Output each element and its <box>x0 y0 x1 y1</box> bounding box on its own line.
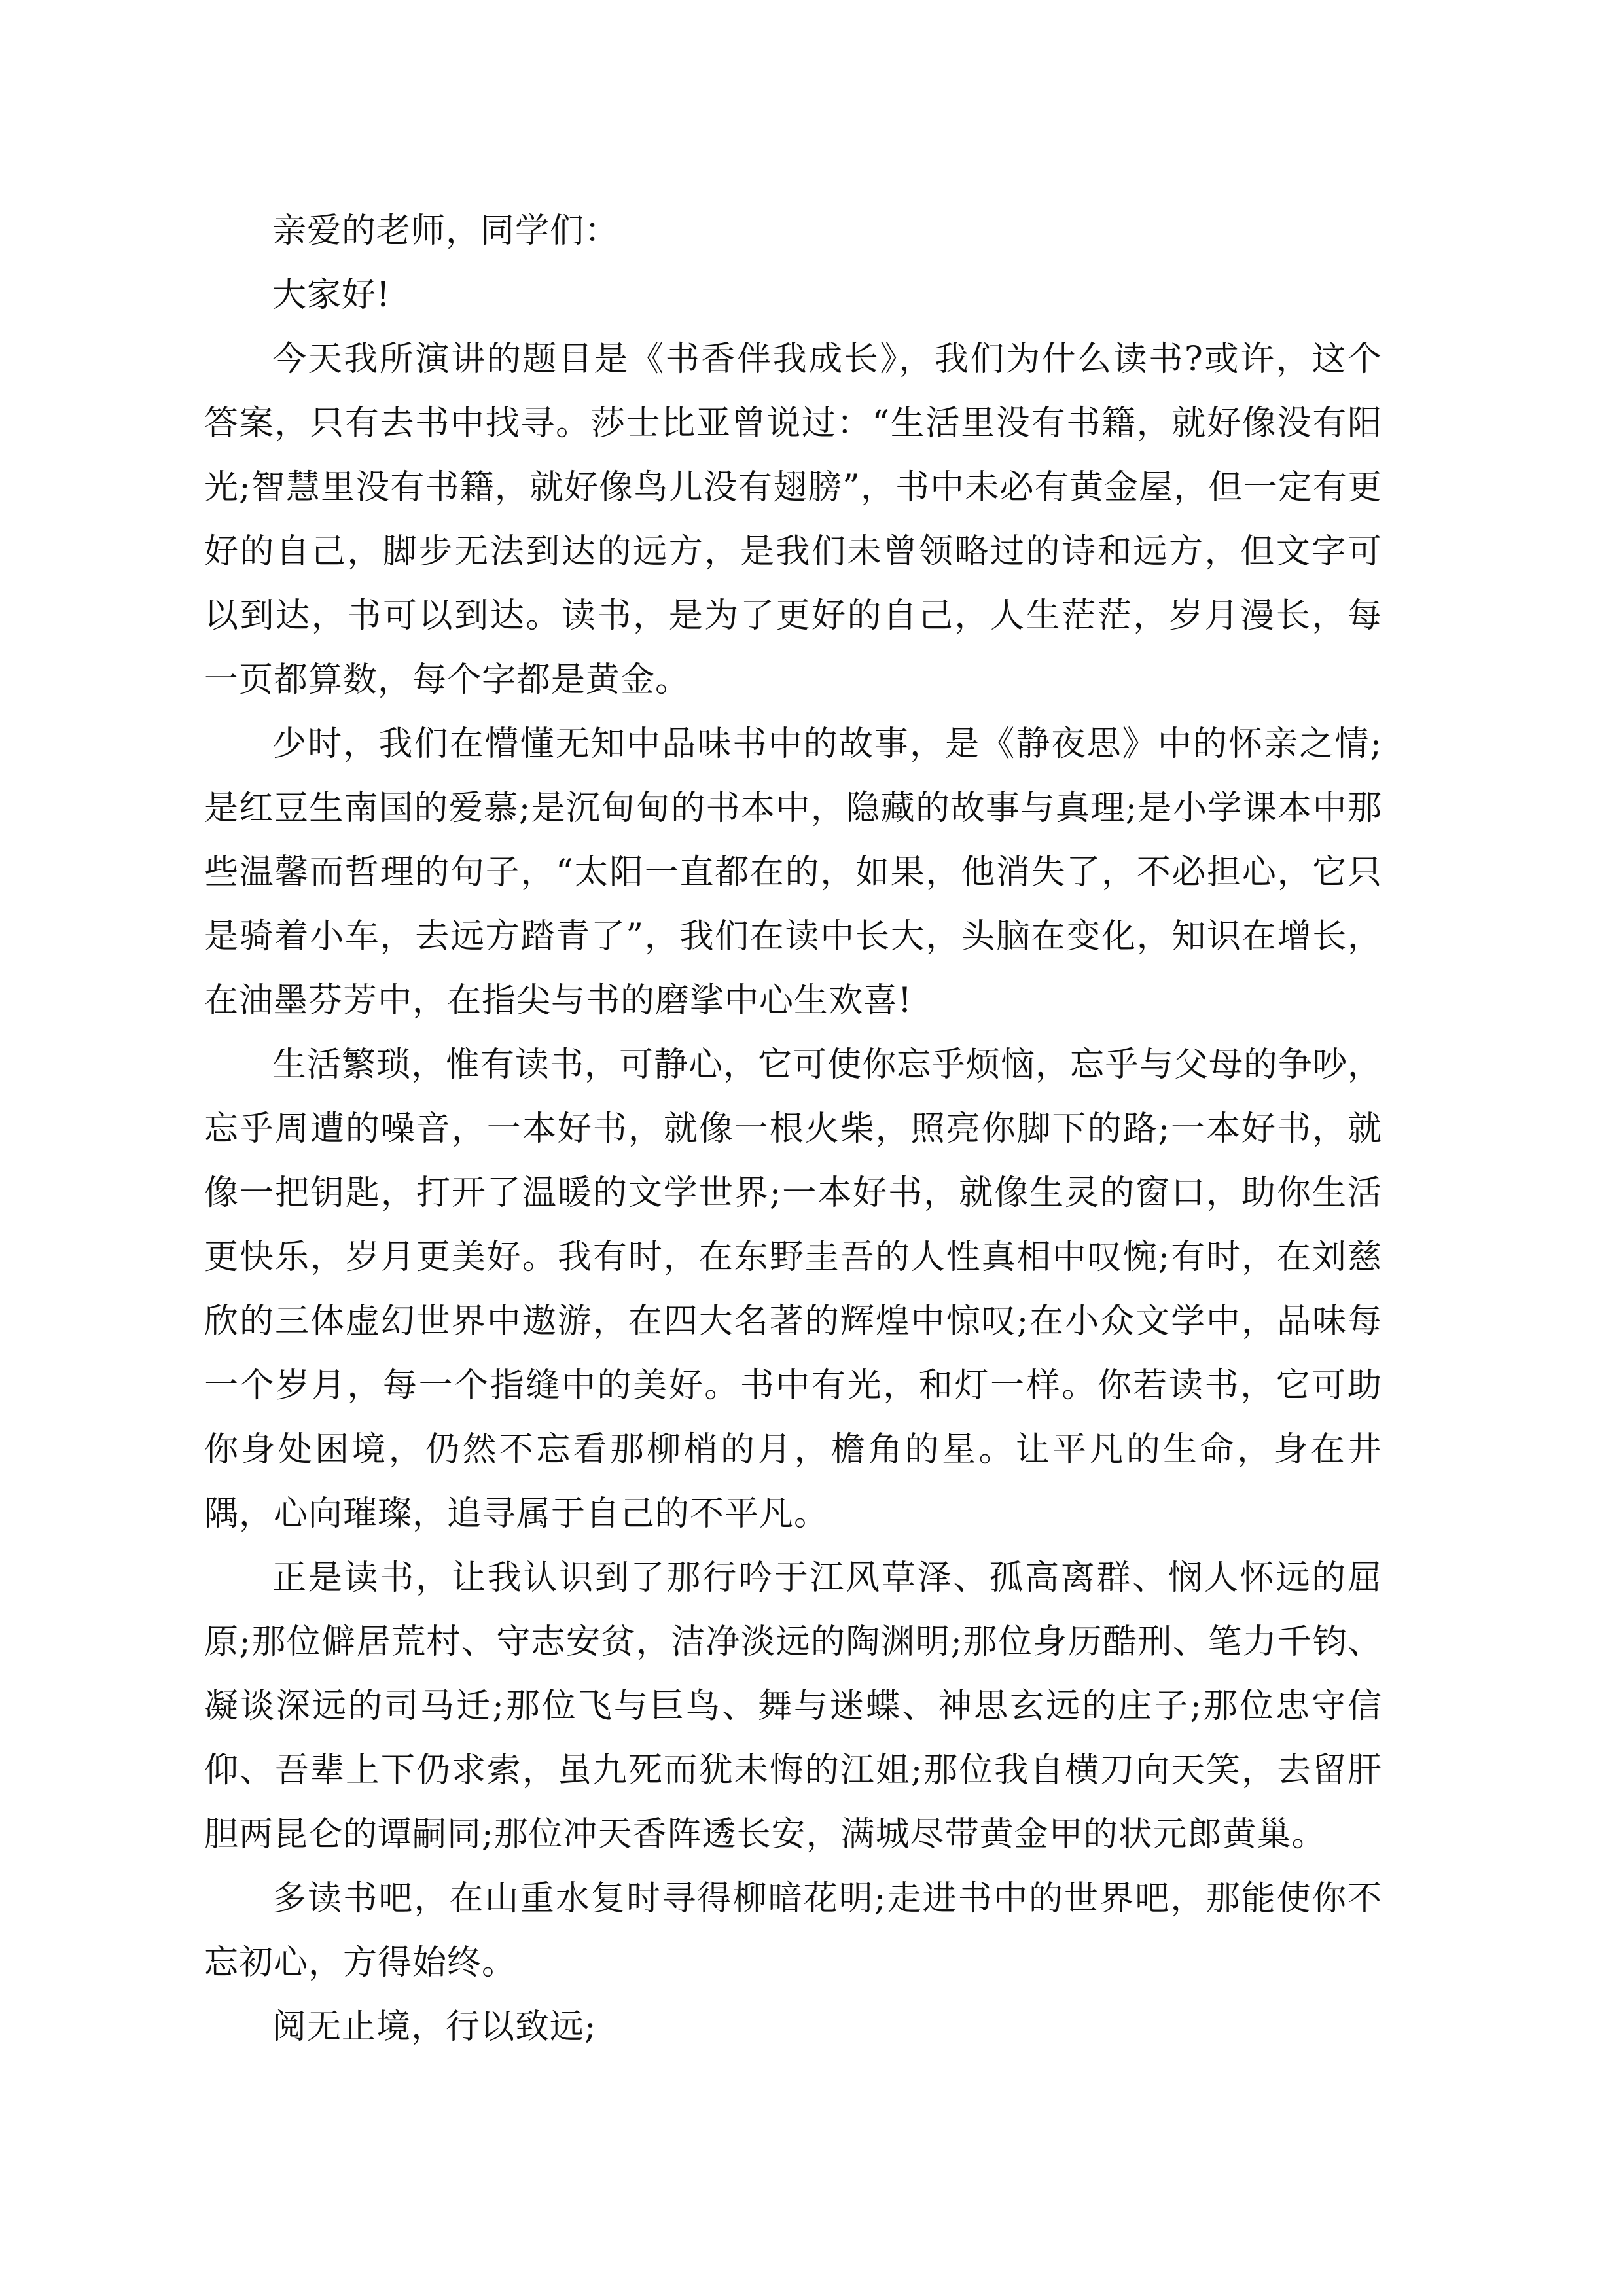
salutation-paragraph: 大家好! <box>272 276 391 315</box>
body-paragraph: 多读书吧，在山重水复时寻得柳暗花明;走进书中的世界吧，那能使你不忘初心，方得始终。 <box>204 1879 1382 1982</box>
body-paragraph: 生活繁琐，惟有读书，可静心，它可使你忘乎烦恼，忘乎与父母的争吵，忘乎周遭的噪音，一本好书，就像一根火柴，照亮你脚下的路;一本好书，就像一把钥匙，打开了温暖的文学世界;一本好书，就像生灵的窗口，助你生活更快乐，岁月更美好。我有时，在东野圭吾的人性真相中叹惋;有时，在刘慈欣的三体虚幻世界中遨游，在四大名著的辉煌中惊叹;在小众文学中，品味每一个岁月，每一个指缝中的美好。书中有光，和灯一样。你若读书，它可助你身处困境，仍然不忘看那柳梢的月，檐角的星。让平凡的生命，身在井隅，心向璀璨，追寻属于自己的不平凡。 <box>204 1045 1383 1534</box>
closing-paragraph: 阅无止境，行以致远; <box>272 2007 597 2047</box>
greeting-paragraph: 亲爱的老师，同学们： <box>272 211 620 251</box>
body-paragraph: 今天我所演讲的题目是《书香伴我成长》，我们为什么读书?或许，这个答案，只有去书中找寻。莎士比亚曾说过：“生活里没有书籍，就好像没有阳光;智慧里没有书籍，就好像鸟儿没有翅膀”，书中未必有黄金屋，但一定有更好的自己，脚步无法到达的远方，是我们未曾领略过的诗和远方，但文字可以到达，书可以到达。读书，是为了更好的自己，人生茫茫，岁月漫长，每一页都算数，每个字都是黄金。 <box>204 340 1382 700</box>
document-body <box>204 199 1382 2059</box>
body-paragraph: 正是读书，让我认识到了那行吟于江风草泽、孤高离群、悯人怀远的屈原;那位僻居荒村、守志安贫，洁净淡远的陶渊明;那位身历酷刑、笔力千钧、凝谈深远的司马迁;那位飞与巨鸟、舞与迷蝶、神思玄远的庄子;那位忠守信仰、吾辈上下仍求索，虽九死而犹未悔的江姐;那位我自横刀向天笑，去留肝胆两昆仑的谭嗣同;那位冲天香阵透长安，满城尽带黄金甲的状元郎黄巢。 <box>204 1558 1382 1854</box>
body-paragraph: 少时，我们在懵懂无知中品味书中的故事，是《静夜思》中的怀亲之情;是红豆生南国的爱慕;是沉甸甸的书本中，隐藏的故事与真理;是小学课本中那些温馨而哲理的句子，“太阳一直都在的，如果，他消失了，不必担心，它只是骑着小车，去远方踏青了”，我们在读中长大，头脑在变化，知识在增长，在油墨芬芳中，在指尖与书的磨挲中心生欢喜! <box>204 725 1382 1020</box>
